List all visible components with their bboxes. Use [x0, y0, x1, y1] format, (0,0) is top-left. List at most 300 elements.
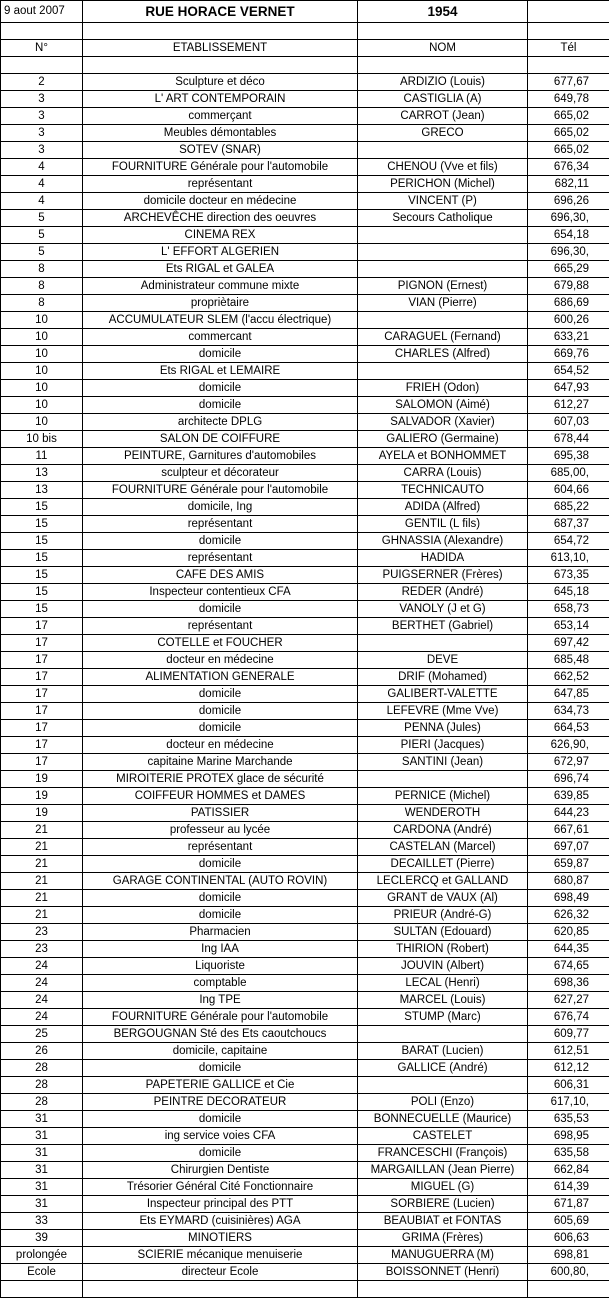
- phone-cell: 612,51: [528, 1043, 609, 1060]
- establishment-cell: Liquoriste: [83, 958, 358, 975]
- establishment-cell: domicile: [83, 703, 358, 720]
- establishment-cell: Ets RIGAL et LEMAIRE: [83, 363, 358, 380]
- establishment-cell: Meubles démontables: [83, 125, 358, 142]
- phone-cell: 626,32: [528, 907, 609, 924]
- table-row: [1, 448, 609, 465]
- table-row: [1, 992, 609, 1009]
- phone-cell: 696,30,: [528, 210, 609, 227]
- name-cell: AYELA et BONHOMMET: [358, 448, 528, 465]
- name-cell: SALOMON (Aimé): [358, 397, 528, 414]
- name-cell: WENDEROTH: [358, 805, 528, 822]
- phone-cell: 633,21: [528, 329, 609, 346]
- table-row: [1, 1043, 609, 1060]
- street-number-cell: 28: [1, 1094, 83, 1111]
- name-cell: PENNA (Jules): [358, 720, 528, 737]
- table-row: [1, 516, 609, 533]
- name-cell: MARGAILLAN (Jean Pierre): [358, 1162, 528, 1179]
- name-cell: [358, 771, 528, 788]
- document-date: 9 aout 2007: [1, 1, 83, 23]
- establishment-cell: architecte DPLG: [83, 414, 358, 431]
- establishment-cell: sculpteur et décorateur: [83, 465, 358, 482]
- establishment-cell: PEINTURE, Garnitures d'automobiles: [83, 448, 358, 465]
- establishment-cell: ACCUMULATEUR SLEM (l'accu électrique): [83, 312, 358, 329]
- street-number-cell: 26: [1, 1043, 83, 1060]
- establishment-cell: Pharmacien: [83, 924, 358, 941]
- name-cell: MANUGUERRA (M): [358, 1247, 528, 1264]
- street-number-cell: 21: [1, 873, 83, 890]
- street-number-cell: 17: [1, 754, 83, 771]
- establishment-cell: Ets RIGAL et GALEA: [83, 261, 358, 278]
- street-number-cell: 15: [1, 567, 83, 584]
- establishment-cell: représentant: [83, 839, 358, 856]
- table-row: [1, 856, 609, 873]
- phone-cell: 635,53: [528, 1111, 609, 1128]
- street-number-cell: 31: [1, 1179, 83, 1196]
- phone-cell: 677,67: [528, 74, 609, 91]
- establishment-cell: PEINTRE DECORATEUR: [83, 1094, 358, 1111]
- street-number-cell: 10: [1, 363, 83, 380]
- establishment-cell: capitaine Marine Marchande: [83, 754, 358, 771]
- name-cell: BOISSONNET (Henri): [358, 1264, 528, 1281]
- phone-cell: 679,88: [528, 278, 609, 295]
- table-row: [1, 159, 609, 176]
- street-number-cell: 17: [1, 652, 83, 669]
- street-number-cell: 39: [1, 1230, 83, 1247]
- street-number-cell: 15: [1, 516, 83, 533]
- establishment-cell: propriètaire: [83, 295, 358, 312]
- street-number-cell: 19: [1, 788, 83, 805]
- street-number-cell: 31: [1, 1128, 83, 1145]
- establishment-cell: commercant: [83, 329, 358, 346]
- spacer-row: [1, 23, 609, 40]
- table-row: [1, 635, 609, 652]
- name-cell: VIAN (Pierre): [358, 295, 528, 312]
- table-row: [1, 346, 609, 363]
- name-cell: PRIEUR (André-G): [358, 907, 528, 924]
- street-number-cell: 15: [1, 601, 83, 618]
- establishment-cell: SALON DE COIFFURE: [83, 431, 358, 448]
- name-cell: ADIDA (Alfred): [358, 499, 528, 516]
- table-row: [1, 618, 609, 635]
- table-row: [1, 1128, 609, 1145]
- table-row: [1, 1111, 609, 1128]
- table-row: [1, 1077, 609, 1094]
- table-row: [1, 499, 609, 516]
- table-row: [1, 312, 609, 329]
- table-row: [1, 261, 609, 278]
- table-row: [1, 890, 609, 907]
- phone-cell: 665,02: [528, 125, 609, 142]
- table-row: [1, 652, 609, 669]
- name-cell: BARAT (Lucien): [358, 1043, 528, 1060]
- phone-cell: 676,74: [528, 1009, 609, 1026]
- establishment-cell: FOURNITURE Générale pour l'automobile: [83, 1009, 358, 1026]
- table-row: [1, 873, 609, 890]
- phone-cell: 698,36: [528, 975, 609, 992]
- table-row: [1, 584, 609, 601]
- table-row: [1, 193, 609, 210]
- table-row: [1, 244, 609, 261]
- name-cell: CASTELAN (Marcel): [358, 839, 528, 856]
- street-number-cell: 17: [1, 669, 83, 686]
- table-row: [1, 482, 609, 499]
- name-cell: DRIF (Mohamed): [358, 669, 528, 686]
- establishment-cell: domicile: [83, 1060, 358, 1077]
- street-number-cell: 28: [1, 1077, 83, 1094]
- phone-cell: 644,23: [528, 805, 609, 822]
- establishment-cell: domicile, Ing: [83, 499, 358, 516]
- table-row: [1, 805, 609, 822]
- establishment-cell: COIFFEUR HOMMES et DAMES: [83, 788, 358, 805]
- name-cell: LEFEVRE (Mme Vve): [358, 703, 528, 720]
- street-number-cell: prolongée: [1, 1247, 83, 1264]
- street-number-cell: 31: [1, 1145, 83, 1162]
- year-title: 1954: [358, 1, 528, 23]
- street-number-cell: 17: [1, 635, 83, 652]
- table-row: [1, 227, 609, 244]
- street-number-cell: 4: [1, 159, 83, 176]
- name-cell: HADIDA: [358, 550, 528, 567]
- name-cell: CARRA (Louis): [358, 465, 528, 482]
- table-row: [1, 601, 609, 618]
- table-row: [1, 397, 609, 414]
- phone-cell: 696,30,: [528, 244, 609, 261]
- name-cell: LECAL (Henri): [358, 975, 528, 992]
- table-row: [1, 720, 609, 737]
- street-number-cell: 21: [1, 839, 83, 856]
- name-cell: ARDIZIO (Louis): [358, 74, 528, 91]
- establishment-cell: Sculpture et déco: [83, 74, 358, 91]
- phone-cell: 687,37: [528, 516, 609, 533]
- establishment-cell: directeur Ecole: [83, 1264, 358, 1281]
- table-row: [1, 176, 609, 193]
- table-row: [1, 1213, 609, 1230]
- establishment-cell: représentant: [83, 550, 358, 567]
- street-number-cell: 10: [1, 346, 83, 363]
- name-cell: TECHNICAUTO: [358, 482, 528, 499]
- street-number-cell: Ecole: [1, 1264, 83, 1281]
- name-cell: GRECO: [358, 125, 528, 142]
- street-number-cell: 5: [1, 244, 83, 261]
- street-number-cell: 4: [1, 176, 83, 193]
- phone-cell: 665,02: [528, 142, 609, 159]
- street-number-cell: 23: [1, 924, 83, 941]
- street-number-cell: 15: [1, 533, 83, 550]
- street-number-cell: 25: [1, 1026, 83, 1043]
- street-number-cell: 21: [1, 907, 83, 924]
- name-cell: MARCEL (Louis): [358, 992, 528, 1009]
- table-row: [1, 1196, 609, 1213]
- establishment-cell: CAFE DES AMIS: [83, 567, 358, 584]
- street-number-cell: 23: [1, 941, 83, 958]
- street-number-cell: 17: [1, 737, 83, 754]
- establishment-cell: FOURNITURE Générale pour l'automobile: [83, 159, 358, 176]
- name-cell: GHNASSIA (Alexandre): [358, 533, 528, 550]
- table-row: [1, 686, 609, 703]
- name-cell: SORBIERE (Lucien): [358, 1196, 528, 1213]
- table-row: [1, 703, 609, 720]
- table-row: [1, 822, 609, 839]
- establishment-cell: L' ART CONTEMPORAIN: [83, 91, 358, 108]
- table-row: [1, 737, 609, 754]
- phone-cell: 698,49: [528, 890, 609, 907]
- street-number-cell: 24: [1, 1009, 83, 1026]
- establishment-cell: docteur en médecine: [83, 737, 358, 754]
- establishment-cell: commerçant: [83, 108, 358, 125]
- establishment-cell: domicile: [83, 720, 358, 737]
- street-number-cell: 10: [1, 397, 83, 414]
- phone-cell: 600,80,: [528, 1264, 609, 1281]
- street-number-cell: 31: [1, 1111, 83, 1128]
- table-row: [1, 1145, 609, 1162]
- street-number-cell: 19: [1, 771, 83, 788]
- establishment-cell: domicile: [83, 346, 358, 363]
- phone-cell: 659,87: [528, 856, 609, 873]
- name-cell: [358, 312, 528, 329]
- street-number-cell: 15: [1, 550, 83, 567]
- street-number-cell: 3: [1, 142, 83, 159]
- establishment-cell: Chirurgien Dentiste: [83, 1162, 358, 1179]
- table-row: [1, 533, 609, 550]
- phone-cell: 669,76: [528, 346, 609, 363]
- establishment-cell: MIROITERIE PROTEX glace de sécurité: [83, 771, 358, 788]
- establishment-cell: Administrateur commune mixte: [83, 278, 358, 295]
- establishment-cell: comptable: [83, 975, 358, 992]
- table-row: [1, 1247, 609, 1264]
- establishment-cell: Inspecteur principal des PTT: [83, 1196, 358, 1213]
- establishment-cell: domicile: [83, 686, 358, 703]
- table-row: [1, 91, 609, 108]
- establishment-cell: BERGOUGNAN Sté des Ets caoutchoucs: [83, 1026, 358, 1043]
- street-number-cell: 10: [1, 329, 83, 346]
- phone-cell: 653,14: [528, 618, 609, 635]
- name-cell: STUMP (Marc): [358, 1009, 528, 1026]
- establishment-cell: domicile, capitaine: [83, 1043, 358, 1060]
- establishment-cell: Ing TPE: [83, 992, 358, 1009]
- establishment-cell: MINOTIERS: [83, 1230, 358, 1247]
- table-row: [1, 1264, 609, 1281]
- street-number-cell: 15: [1, 584, 83, 601]
- street-number-cell: 8: [1, 295, 83, 312]
- name-cell: CARDONA (André): [358, 822, 528, 839]
- table-row: [1, 1026, 609, 1043]
- name-cell: CHARLES (Alfred): [358, 346, 528, 363]
- name-cell: CARROT (Jean): [358, 108, 528, 125]
- street-number-cell: 17: [1, 703, 83, 720]
- phone-cell: 665,02: [528, 108, 609, 125]
- phone-cell: 685,22: [528, 499, 609, 516]
- table-row: [1, 1094, 609, 1111]
- column-header-establishment: ETABLISSEMENT: [83, 40, 358, 57]
- phone-cell: 639,85: [528, 788, 609, 805]
- street-number-cell: 17: [1, 618, 83, 635]
- street-number-cell: 31: [1, 1196, 83, 1213]
- name-cell: [358, 1026, 528, 1043]
- phone-cell: 662,84: [528, 1162, 609, 1179]
- table-row: [1, 924, 609, 941]
- street-number-cell: 24: [1, 975, 83, 992]
- table-row: [1, 1060, 609, 1077]
- name-cell: CARAGUEL (Fernand): [358, 329, 528, 346]
- name-cell: GRIMA (Frères): [358, 1230, 528, 1247]
- table-row: [1, 669, 609, 686]
- name-cell: PIERI (Jacques): [358, 737, 528, 754]
- phone-cell: 685,00,: [528, 465, 609, 482]
- establishment-cell: ing service voies CFA: [83, 1128, 358, 1145]
- table-row: [1, 1162, 609, 1179]
- table-row: [1, 278, 609, 295]
- street-number-cell: 21: [1, 890, 83, 907]
- street-number-cell: 17: [1, 720, 83, 737]
- establishment-cell: docteur en médecine: [83, 652, 358, 669]
- table-row: [1, 142, 609, 159]
- phone-cell: 658,73: [528, 601, 609, 618]
- name-cell: SULTAN (Edouard): [358, 924, 528, 941]
- phone-cell: 606,31: [528, 1077, 609, 1094]
- establishment-cell: domicile: [83, 1145, 358, 1162]
- phone-cell: 680,87: [528, 873, 609, 890]
- street-number-cell: 10 bis: [1, 431, 83, 448]
- name-cell: [358, 244, 528, 261]
- name-cell: PERICHON (Michel): [358, 176, 528, 193]
- name-cell: PERNICE (Michel): [358, 788, 528, 805]
- street-number-cell: 17: [1, 686, 83, 703]
- name-cell: BERTHET (Gabriel): [358, 618, 528, 635]
- phone-cell: 698,95: [528, 1128, 609, 1145]
- street-number-cell: 31: [1, 1162, 83, 1179]
- establishment-cell: domicile: [83, 397, 358, 414]
- establishment-cell: ARCHEVÊCHE direction des oeuvres: [83, 210, 358, 227]
- phone-cell: 604,66: [528, 482, 609, 499]
- name-cell: DEVE: [358, 652, 528, 669]
- establishment-cell: domicile docteur en médecine: [83, 193, 358, 210]
- title-row: [1, 1, 609, 23]
- establishment-cell: Ets EYMARD (cuisinières) AGA: [83, 1213, 358, 1230]
- establishment-cell: COTELLE et FOUCHER: [83, 635, 358, 652]
- phone-cell: 647,85: [528, 686, 609, 703]
- establishment-cell: représentant: [83, 176, 358, 193]
- street-number-cell: 11: [1, 448, 83, 465]
- phone-cell: 612,27: [528, 397, 609, 414]
- column-header-phone: Tél: [528, 40, 609, 57]
- phone-cell: 600,26: [528, 312, 609, 329]
- street-title: RUE HORACE VERNET: [83, 1, 358, 23]
- establishment-cell: SOTEV (SNAR): [83, 142, 358, 159]
- phone-cell: 654,52: [528, 363, 609, 380]
- name-cell: [358, 635, 528, 652]
- street-number-cell: 10: [1, 414, 83, 431]
- street-number-cell: 8: [1, 278, 83, 295]
- phone-cell: 635,58: [528, 1145, 609, 1162]
- name-cell: [358, 1077, 528, 1094]
- establishment-cell: GARAGE CONTINENTAL (AUTO ROVIN): [83, 873, 358, 890]
- table-row: [1, 363, 609, 380]
- phone-cell: 613,10,: [528, 550, 609, 567]
- establishment-cell: Ing IAA: [83, 941, 358, 958]
- phone-cell: 627,27: [528, 992, 609, 1009]
- table-row: [1, 380, 609, 397]
- column-header-number: N°: [1, 40, 83, 57]
- table-row: [1, 839, 609, 856]
- establishment-cell: domicile: [83, 380, 358, 397]
- table-row: [1, 754, 609, 771]
- phone-cell: 647,93: [528, 380, 609, 397]
- establishment-cell: professeur au lycée: [83, 822, 358, 839]
- street-number-cell: 5: [1, 210, 83, 227]
- phone-cell: 612,12: [528, 1060, 609, 1077]
- name-cell: [358, 261, 528, 278]
- establishment-cell: SCIERIE mécanique menuiserie: [83, 1247, 358, 1264]
- phone-cell: 667,61: [528, 822, 609, 839]
- table-row: [1, 465, 609, 482]
- establishment-cell: FOURNITURE Générale pour l'automobile: [83, 482, 358, 499]
- name-cell: [358, 227, 528, 244]
- name-cell: GALIERO (Germaine): [358, 431, 528, 448]
- phone-cell: 605,69: [528, 1213, 609, 1230]
- phone-cell: 614,39: [528, 1179, 609, 1196]
- street-number-cell: 4: [1, 193, 83, 210]
- name-cell: DECAILLET (Pierre): [358, 856, 528, 873]
- column-header-name: NOM: [358, 40, 528, 57]
- phone-cell: 654,18: [528, 227, 609, 244]
- name-cell: CASTIGLIA (A): [358, 91, 528, 108]
- phone-cell: 697,42: [528, 635, 609, 652]
- name-cell: FRANCESCHI (François): [358, 1145, 528, 1162]
- table-row: [1, 431, 609, 448]
- street-number-cell: 33: [1, 1213, 83, 1230]
- name-cell: GENTIL (L fils): [358, 516, 528, 533]
- name-cell: CHENOU (Vve et fils): [358, 159, 528, 176]
- name-cell: MIGUEL (G): [358, 1179, 528, 1196]
- establishment-cell: PAPETERIE GALLICE et Cie: [83, 1077, 358, 1094]
- phone-cell: 672,97: [528, 754, 609, 771]
- establishment-cell: représentant: [83, 618, 358, 635]
- street-number-cell: 15: [1, 499, 83, 516]
- table-row: [1, 958, 609, 975]
- establishment-cell: Inspecteur contentieux CFA: [83, 584, 358, 601]
- spacer-row: [1, 1281, 609, 1298]
- phone-cell: 664,53: [528, 720, 609, 737]
- phone-cell: 644,35: [528, 941, 609, 958]
- phone-cell: 609,77: [528, 1026, 609, 1043]
- phone-cell: 673,35: [528, 567, 609, 584]
- name-cell: JOUVIN (Albert): [358, 958, 528, 975]
- street-number-cell: 13: [1, 482, 83, 499]
- establishment-cell: domicile: [83, 1111, 358, 1128]
- name-cell: VANOLY (J et G): [358, 601, 528, 618]
- street-number-cell: 28: [1, 1060, 83, 1077]
- table-row: [1, 125, 609, 142]
- phone-cell: 626,90,: [528, 737, 609, 754]
- phone-cell: 676,34: [528, 159, 609, 176]
- table-row: [1, 907, 609, 924]
- street-number-cell: 19: [1, 805, 83, 822]
- establishment-cell: domicile: [83, 533, 358, 550]
- phone-cell: 685,48: [528, 652, 609, 669]
- establishment-cell: L' EFFORT ALGERIEN: [83, 244, 358, 261]
- name-cell: GALIBERT-VALETTE: [358, 686, 528, 703]
- name-cell: VINCENT (P): [358, 193, 528, 210]
- phone-cell: 695,38: [528, 448, 609, 465]
- street-number-cell: 21: [1, 856, 83, 873]
- street-number-cell: 10: [1, 312, 83, 329]
- street-number-cell: 3: [1, 125, 83, 142]
- name-cell: POLI (Enzo): [358, 1094, 528, 1111]
- phone-cell: 665,29: [528, 261, 609, 278]
- name-cell: GALLICE (André): [358, 1060, 528, 1077]
- phone-cell: 607,03: [528, 414, 609, 431]
- phone-cell: 686,69: [528, 295, 609, 312]
